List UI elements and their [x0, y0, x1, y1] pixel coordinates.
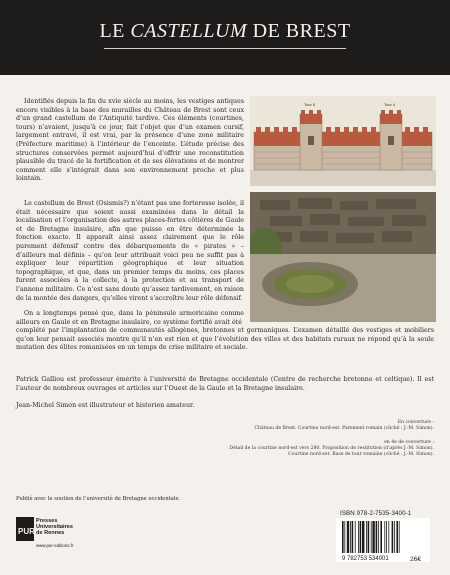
- tower-4: [380, 110, 402, 170]
- price: 26€: [410, 556, 422, 563]
- wall-ground: [250, 170, 436, 186]
- book-title: LE CASTELLUM DE BREST: [99, 20, 351, 42]
- label-tour-4: Tour 4: [384, 102, 396, 107]
- logo-letters: PUR: [18, 527, 35, 536]
- tower-base-photo: [250, 192, 436, 322]
- barcode-digits: 9 782753 534001: [342, 556, 389, 562]
- support-note: Publié avec le soutien de l’université de Bretagne occidentale.: [16, 496, 181, 502]
- publisher-url: www.pur-editions.fr: [36, 543, 74, 548]
- paragraph-intro: Identifiés depuis la fin du xvie siècle au moins, les vestiges antiques encore visibles à la base des murailles du Château de Brest sont ceux d’un grand castellum de l’Antiquité tardive. Ces éléments (courtines, tours) n’avaient, jusqu’à ce jour, fait l’objet que d’un examen cursif, largement entravé, il est vrai, par la présence d’une zone militaire (Préfecture maritime) à l’intérieur de l’enceinte. L’étude précise des structures conservées permet aujourd’hui d’offrir une reconstitution plausible du tracé de la fortification et de ses élévations et de montrer comment elle s’intégrait dans son environnement proche et plus lointain.: [16, 98, 244, 183]
- tower-5: [300, 110, 322, 170]
- label-tour-5: Tour 5: [304, 102, 316, 107]
- wall-reconstruction-drawing: [250, 96, 436, 186]
- title-divider: [104, 48, 346, 49]
- curtain-wall: [254, 127, 432, 170]
- paragraph-communities: On a longtemps pensé que, dans la péninsule armoricaine comme ailleurs en Gaule et en Bretagne insulaire, ce système fortifié avait été: [16, 310, 244, 326]
- front-cover-caption: En couverture : Château de Brest. Courtine nord-est. Parement romain (cliché : J.-M. Simon).: [254, 420, 434, 432]
- author-bio: Patrick Galliou est professeur émérite à l’université de Bretagne occidentale (Centre de recherche bretonne et celtique). Il est l’auteur de nombreux ouvrages et articles sur l’Ouest de la Gaule et la Bretagne insulaire.: [16, 376, 434, 392]
- back-cover-caption: en 4e de couverture : Détail de la courtine nord-est vers 280. Proposition de restitution (d’après J.-M. Simon). Courtine nord-est. Base de tour romaine (cliché : J.-M. Simon).: [229, 440, 434, 458]
- publisher-name: Presses Universitaires de Rennes: [36, 518, 74, 537]
- illustrator-bio: Jean-Michel Simon est illustrateur et historien amateur.: [16, 402, 195, 409]
- paragraph-conclusion: complété par l’implantation de communautés allogènes, bretonnes et germaniques. L’examen détaillé des vestiges et mobiliers qu’on leur pensait associés montre qu’il n’en est rien et que l’évolution des villes et des habitats ruraux ne répond qu’à la seule mutation des élites romanisées en un temps de crise militaire et sociale.: [16, 327, 434, 352]
- paragraph-castellum: Le castellum de Brest (Osismis?) n’étant pas une forteresse isolée, il était nécessaire que soient aussi examinées dans le détail la localisation et l’organisation des autres places-fortes côtières de Gaule et de Bretagne insulaire, afin que puisse en être déterminée la fonction exacte. Il apparaît ainsi assez clairement que le rôle purement défensif contre des débarquements de « pirates » – d’ailleurs mal définis – qu’on leur attribuait voici peu ne suffit pas à expliquer leur répartition géographique et leur situation topographique, et que, dans un premier temps du moins, ces places furent associées à la collecte, à la protection et au transport de l’annone militaire. Ce n’est sans doute qu’assez tardivement, en raison de la montée des dangers, qu’elles virent s’accroître leur rôle défensif.: [16, 200, 244, 302]
- isbn-number: ISBN 978-2-7535-3400-1: [340, 510, 412, 517]
